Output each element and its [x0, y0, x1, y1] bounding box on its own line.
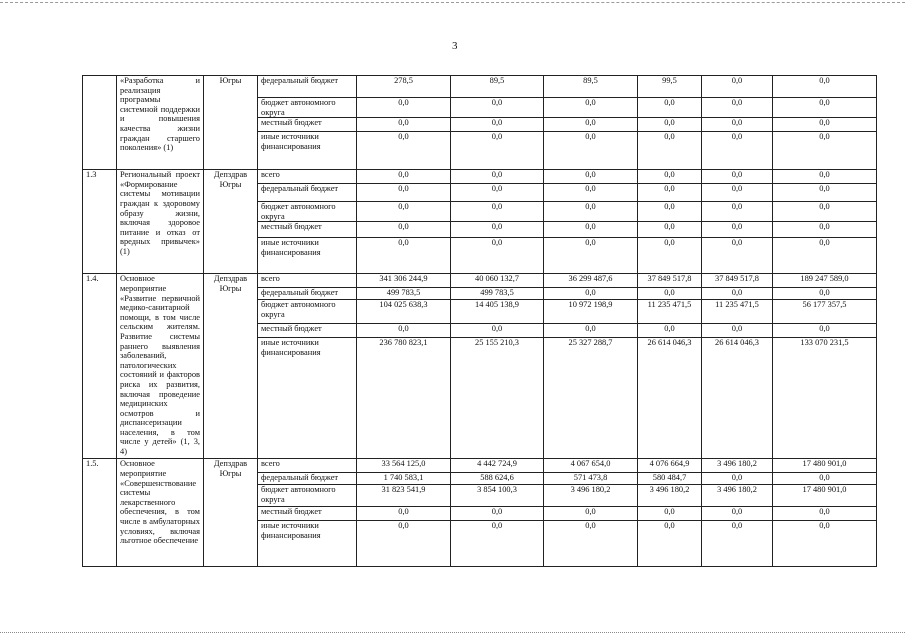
- amount-cell: 0,0: [773, 521, 877, 567]
- measure-name: Основное мероприятие «Совершенствование системы лекарственного обеспечения, в том числе в амбулаторных условиях, включая льготное обеспечение: [117, 459, 204, 567]
- amount-cell: 0,0: [544, 238, 638, 274]
- amount-cell: 0,0: [357, 170, 451, 184]
- amount-cell: 0,0: [702, 132, 773, 170]
- amount-cell: 31 823 541,9: [357, 485, 451, 507]
- amount-cell: 14 405 138,9: [451, 300, 544, 324]
- amount-cell: 0,0: [702, 118, 773, 132]
- amount-cell: 99,5: [638, 76, 702, 98]
- funding-source: бюджет автономного округа: [258, 98, 357, 118]
- amount-cell: 0,0: [702, 76, 773, 98]
- funding-source: иные источники финансирования: [258, 338, 357, 459]
- amount-cell: 0,0: [773, 184, 877, 202]
- funding-source: местный бюджет: [258, 507, 357, 521]
- table-row: [83, 76, 877, 98]
- row-number: [83, 76, 117, 170]
- funding-source: федеральный бюджет: [258, 288, 357, 300]
- amount-cell: 3 496 180,2: [702, 459, 773, 473]
- amount-cell: 0,0: [702, 324, 773, 338]
- amount-cell: 499 783,5: [451, 288, 544, 300]
- table-row: [83, 459, 877, 473]
- amount-cell: 0,0: [357, 222, 451, 238]
- amount-cell: 0,0: [638, 170, 702, 184]
- amount-cell: 0,0: [357, 202, 451, 222]
- amount-cell: 3 496 180,2: [638, 485, 702, 507]
- amount-cell: 25 327 288,7: [544, 338, 638, 459]
- executor: Депздрав Югры: [204, 459, 258, 567]
- funding-source: иные источники финансирования: [258, 521, 357, 567]
- budget-table-body: [83, 76, 877, 567]
- amount-cell: 0,0: [773, 76, 877, 98]
- amount-cell: 10 972 198,9: [544, 300, 638, 324]
- scan-edge-bottom: [0, 632, 905, 633]
- funding-source: всего: [258, 459, 357, 473]
- amount-cell: 0,0: [638, 324, 702, 338]
- funding-source: федеральный бюджет: [258, 184, 357, 202]
- amount-cell: 0,0: [773, 98, 877, 118]
- amount-cell: 1 740 583,1: [357, 473, 451, 485]
- amount-cell: 0,0: [544, 170, 638, 184]
- amount-cell: 11 235 471,5: [702, 300, 773, 324]
- amount-cell: 588 624,6: [451, 473, 544, 485]
- row-number: 1.5.: [83, 459, 117, 567]
- amount-cell: 0,0: [451, 98, 544, 118]
- amount-cell: 0,0: [638, 202, 702, 222]
- table-row: [83, 274, 877, 288]
- amount-cell: 0,0: [773, 222, 877, 238]
- amount-cell: 0,0: [451, 118, 544, 132]
- amount-cell: 25 155 210,3: [451, 338, 544, 459]
- row-number: 1.4.: [83, 274, 117, 459]
- amount-cell: 0,0: [773, 507, 877, 521]
- amount-cell: 0,0: [451, 202, 544, 222]
- amount-cell: 0,0: [544, 521, 638, 567]
- budget-table: [82, 75, 877, 567]
- amount-cell: 11 235 471,5: [638, 300, 702, 324]
- amount-cell: 0,0: [544, 132, 638, 170]
- amount-cell: 0,0: [451, 184, 544, 202]
- amount-cell: 0,0: [451, 507, 544, 521]
- amount-cell: 0,0: [638, 184, 702, 202]
- scan-edge-top: [0, 2, 905, 3]
- amount-cell: 0,0: [638, 507, 702, 521]
- funding-source: местный бюджет: [258, 324, 357, 338]
- amount-cell: 0,0: [638, 98, 702, 118]
- amount-cell: 3 496 180,2: [544, 485, 638, 507]
- funding-source: всего: [258, 170, 357, 184]
- executor: Югры: [204, 76, 258, 170]
- amount-cell: 37 849 517,8: [702, 274, 773, 288]
- amount-cell: 0,0: [773, 473, 877, 485]
- amount-cell: 0,0: [544, 288, 638, 300]
- amount-cell: 0,0: [702, 98, 773, 118]
- amount-cell: 133 070 231,5: [773, 338, 877, 459]
- amount-cell: 0,0: [451, 324, 544, 338]
- amount-cell: 0,0: [544, 184, 638, 202]
- amount-cell: 0,0: [702, 473, 773, 485]
- amount-cell: 0,0: [357, 507, 451, 521]
- amount-cell: 4 067 654,0: [544, 459, 638, 473]
- amount-cell: 0,0: [357, 118, 451, 132]
- amount-cell: 0,0: [357, 132, 451, 170]
- amount-cell: 0,0: [702, 521, 773, 567]
- amount-cell: 89,5: [544, 76, 638, 98]
- amount-cell: 0,0: [638, 288, 702, 300]
- funding-source: бюджет автономного округа: [258, 202, 357, 222]
- amount-cell: 36 299 487,6: [544, 274, 638, 288]
- funding-source: бюджет автономного округа: [258, 300, 357, 324]
- amount-cell: 0,0: [544, 324, 638, 338]
- amount-cell: 0,0: [773, 202, 877, 222]
- amount-cell: 3 496 180,2: [702, 485, 773, 507]
- amount-cell: 189 247 589,0: [773, 274, 877, 288]
- row-number: 1.3: [83, 170, 117, 274]
- funding-source: иные источники финансирования: [258, 238, 357, 274]
- amount-cell: 0,0: [544, 98, 638, 118]
- amount-cell: 0,0: [357, 98, 451, 118]
- measure-name: Региональный проект «Формирование системы мотивации граждан к здоровому образу жизни, включая здоровое питание и отказ от вредных привычек» (1): [117, 170, 204, 274]
- funding-source: федеральный бюджет: [258, 473, 357, 485]
- amount-cell: 0,0: [544, 222, 638, 238]
- amount-cell: 17 480 901,0: [773, 485, 877, 507]
- amount-cell: 4 076 664,9: [638, 459, 702, 473]
- amount-cell: 0,0: [702, 238, 773, 274]
- amount-cell: 0,0: [638, 132, 702, 170]
- amount-cell: 0,0: [544, 118, 638, 132]
- measure-name: Основное мероприятие «Развитие первичной медико-санитарной помощи, в том числе сельским жителям. Развитие системы раннего выявления заболеваний, патологических состояний и факторов риска их развития, включая проведение медицинских осмотров и диспансеризации населения, в том числе у детей» (1, 3, 4): [117, 274, 204, 459]
- amount-cell: 40 060 132,7: [451, 274, 544, 288]
- executor: Депздрав Югры: [204, 170, 258, 274]
- amount-cell: 0,0: [702, 507, 773, 521]
- amount-cell: 580 484,7: [638, 473, 702, 485]
- amount-cell: 0,0: [702, 288, 773, 300]
- funding-source: бюджет автономного округа: [258, 485, 357, 507]
- amount-cell: 0,0: [702, 184, 773, 202]
- amount-cell: 56 177 357,5: [773, 300, 877, 324]
- amount-cell: 3 854 100,3: [451, 485, 544, 507]
- amount-cell: 0,0: [451, 521, 544, 567]
- amount-cell: 0,0: [451, 238, 544, 274]
- amount-cell: 0,0: [638, 222, 702, 238]
- amount-cell: 0,0: [451, 222, 544, 238]
- amount-cell: 0,0: [544, 507, 638, 521]
- amount-cell: 0,0: [544, 202, 638, 222]
- funding-source: местный бюджет: [258, 222, 357, 238]
- amount-cell: 0,0: [357, 521, 451, 567]
- measure-name: «Разработка и реализация программы системной поддержки и повышения качества жизни граждан старшего поколения» (1): [117, 76, 204, 170]
- amount-cell: 104 025 638,3: [357, 300, 451, 324]
- funding-source: всего: [258, 274, 357, 288]
- funding-source: иные источники финансирования: [258, 132, 357, 170]
- funding-source: федеральный бюджет: [258, 76, 357, 98]
- amount-cell: 0,0: [773, 170, 877, 184]
- amount-cell: 0,0: [357, 238, 451, 274]
- amount-cell: 571 473,8: [544, 473, 638, 485]
- amount-cell: 0,0: [451, 132, 544, 170]
- amount-cell: 0,0: [638, 238, 702, 274]
- amount-cell: 0,0: [638, 118, 702, 132]
- amount-cell: 0,0: [451, 170, 544, 184]
- amount-cell: 0,0: [702, 170, 773, 184]
- amount-cell: 4 442 724,9: [451, 459, 544, 473]
- amount-cell: 0,0: [773, 118, 877, 132]
- amount-cell: 236 780 823,1: [357, 338, 451, 459]
- amount-cell: 0,0: [702, 202, 773, 222]
- amount-cell: 0,0: [773, 288, 877, 300]
- amount-cell: 0,0: [773, 324, 877, 338]
- amount-cell: 89,5: [451, 76, 544, 98]
- amount-cell: 0,0: [773, 132, 877, 170]
- page-number: 3: [452, 40, 458, 52]
- amount-cell: 17 480 901,0: [773, 459, 877, 473]
- amount-cell: 499 783,5: [357, 288, 451, 300]
- amount-cell: 0,0: [357, 184, 451, 202]
- executor: Депздрав Югры: [204, 274, 258, 459]
- amount-cell: 341 306 244,9: [357, 274, 451, 288]
- amount-cell: 0,0: [702, 222, 773, 238]
- amount-cell: 33 564 125,0: [357, 459, 451, 473]
- amount-cell: 37 849 517,8: [638, 274, 702, 288]
- amount-cell: 278,5: [357, 76, 451, 98]
- amount-cell: 26 614 046,3: [702, 338, 773, 459]
- amount-cell: 0,0: [638, 521, 702, 567]
- amount-cell: 0,0: [773, 238, 877, 274]
- table-row: [83, 170, 877, 184]
- funding-source: местный бюджет: [258, 118, 357, 132]
- amount-cell: 26 614 046,3: [638, 338, 702, 459]
- amount-cell: 0,0: [357, 324, 451, 338]
